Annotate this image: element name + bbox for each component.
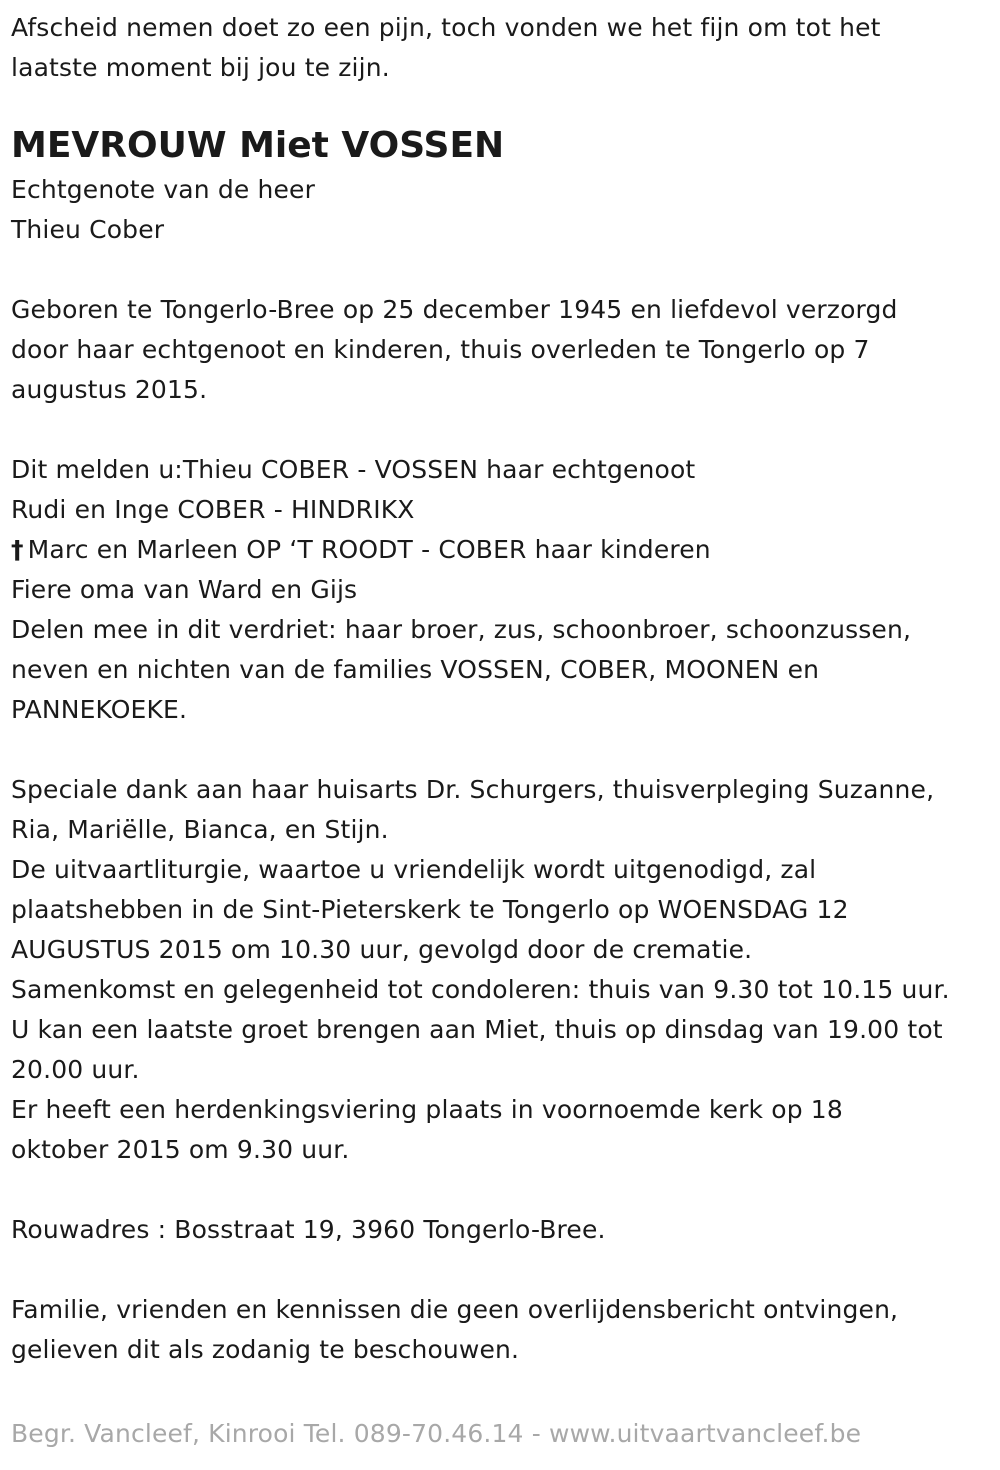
spouse-line: Echtgenote van de heer	[11, 175, 315, 204]
ceremony-line: Speciale dank aan haar huisarts Dr. Schurgers, thuisverpleging Suzanne,	[11, 775, 935, 804]
family-line: PANNEKOEKE.	[11, 695, 188, 724]
spacer	[11, 1170, 996, 1210]
ceremony-line: Samenkomst en gelegenheid tot condoleren: thuis van 9.30 tot 10.15 uur.	[11, 975, 950, 1004]
ceremony-line: Er heeft een herdenkingsviering plaats in voornoemde kerk op 18	[11, 1095, 843, 1124]
obituary-notice	[11, 8, 996, 1370]
birth-death-text	[11, 290, 996, 410]
ceremony-line: AUGUSTUS 2015 om 10.30 uur, gevolgd door de crematie.	[11, 935, 753, 964]
cross-icon: †	[11, 535, 24, 564]
family-line: neven en nichten van de families VOSSEN, COBER, MOONEN en	[11, 655, 820, 684]
family-announcement	[11, 450, 996, 730]
spacer	[11, 1250, 996, 1290]
spouse-line: Thieu Cober	[11, 215, 165, 244]
spacer	[11, 730, 996, 770]
ceremony-line: Ria, Mariëlle, Bianca, en Stijn.	[11, 815, 389, 844]
family-line: Fiere oma van Ward en Gijs	[11, 575, 358, 604]
ceremony-line: 20.00 uur.	[11, 1055, 140, 1084]
spacer	[11, 410, 996, 450]
notice-line: gelieven dit als zodanig te beschouwen.	[11, 1335, 520, 1364]
ceremony-line: U kan een laatste groet brengen aan Miet, thuis op dinsdag van 19.00 tot	[11, 1015, 943, 1044]
notice-line: Familie, vrienden en kennissen die geen overlijdensbericht ontvingen,	[11, 1295, 899, 1324]
funeral-home-footer: Begr. Vancleef, Kinrooi Tel. 089-70.46.14 - www.uitvaartvancleef.be	[11, 1419, 862, 1448]
intro-line: laatste moment bij jou te zijn.	[11, 53, 390, 82]
ceremony-line: De uitvaartliturgie, waartoe u vriendelijk wordt uitgenodigd, zal	[11, 855, 817, 884]
family-line-deceased-child	[11, 530, 996, 570]
ceremony-line: plaatshebben in de Sint-Pieterskerk te Tongerlo op WOENSDAG 12	[11, 895, 849, 924]
intro-line: Afscheid nemen doet zo een pijn, toch vonden we het fijn om tot het	[11, 13, 881, 42]
deceased-name: MEVROUW Miet VOSSEN	[11, 125, 505, 166]
family-line: Rudi en Inge COBER - HINDRIKX	[11, 495, 415, 524]
birth-death-line: door haar echtgenoot en kinderen, thuis overleden te Tongerlo op 7	[11, 335, 870, 364]
family-line: Delen mee in dit verdriet: haar broer, zus, schoonbroer, schoonzussen,	[11, 615, 912, 644]
spacer	[11, 250, 996, 290]
birth-death-line: augustus 2015.	[11, 375, 208, 404]
ceremony-line: oktober 2015 om 9.30 uur.	[11, 1135, 350, 1164]
closing-notice	[11, 1290, 996, 1370]
intro-text	[11, 8, 996, 88]
thanks-and-ceremony	[11, 770, 996, 1170]
family-line-text: Marc en Marleen OP ‘T ROODT - COBER haar kinderen	[27, 535, 711, 564]
spouse-text	[11, 170, 996, 250]
family-line: Dit melden u:Thieu COBER - VOSSEN haar echtgenoot	[11, 455, 696, 484]
mourning-address: Rouwadres : Bosstraat 19, 3960 Tongerlo-Bree.	[11, 1215, 606, 1244]
birth-death-line: Geboren te Tongerlo-Bree op 25 december 1945 en liefdevol verzorgd	[11, 295, 898, 324]
